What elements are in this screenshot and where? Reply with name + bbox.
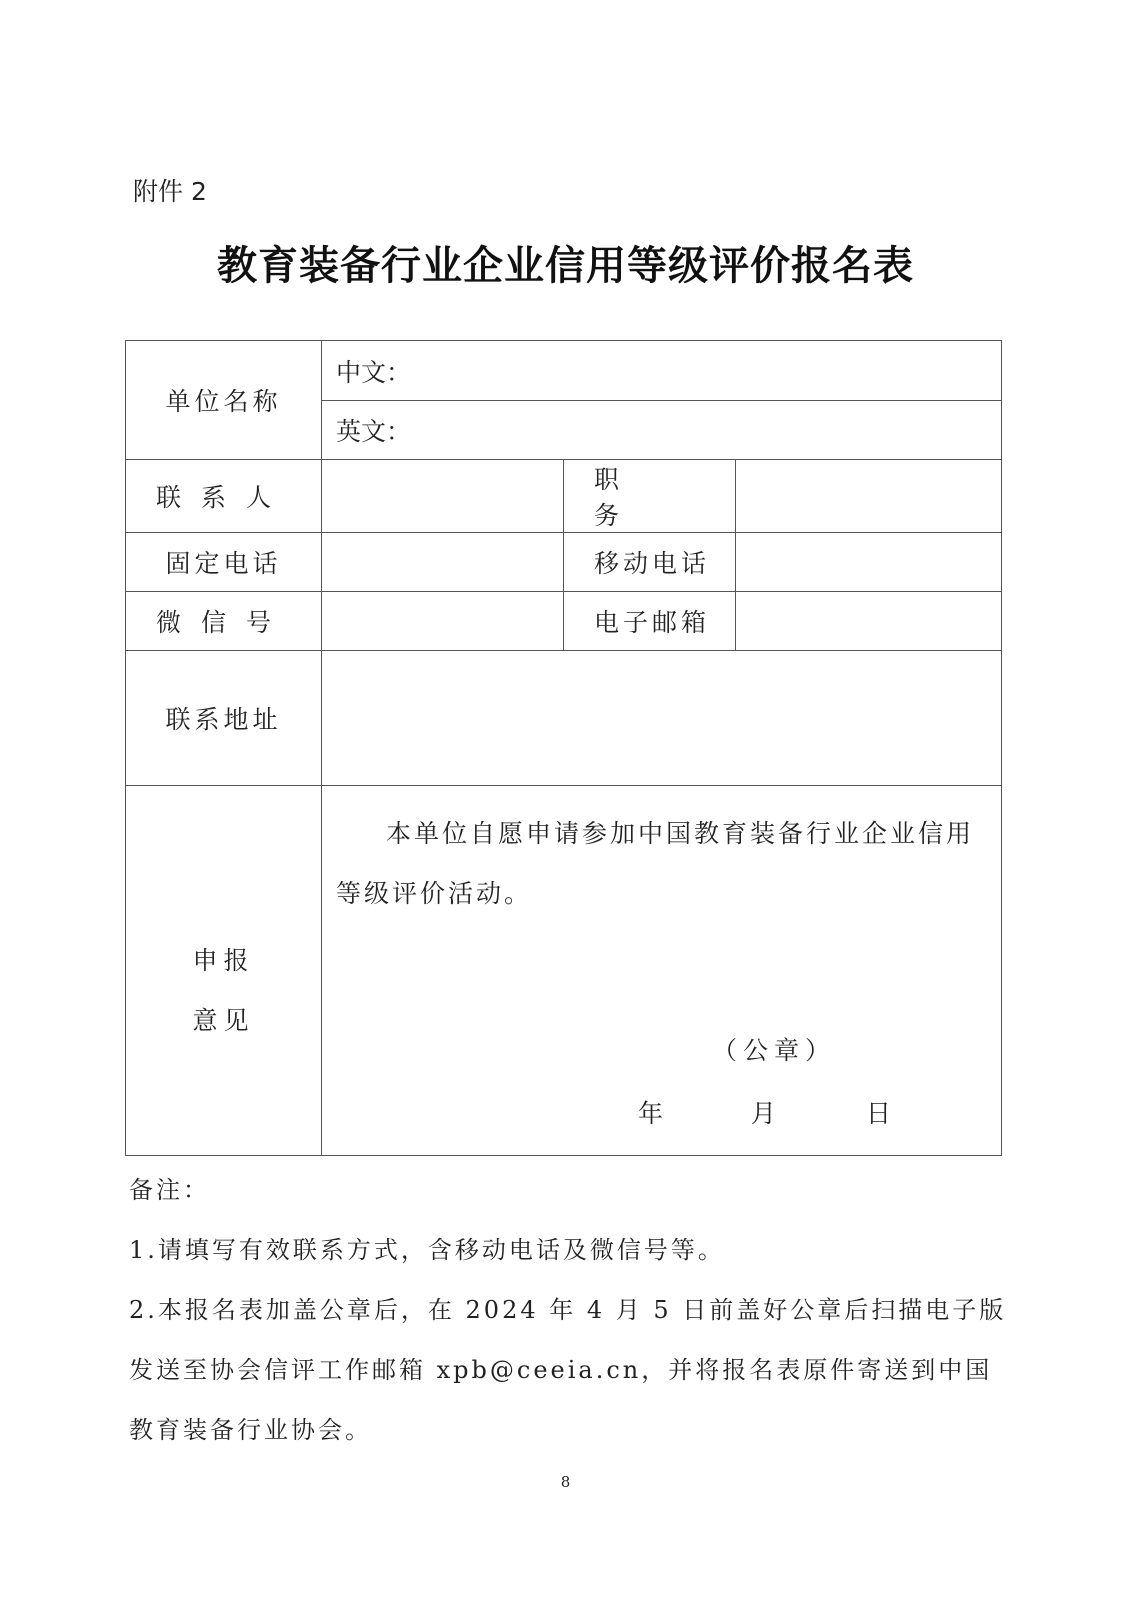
month-label: 月 — [750, 1099, 776, 1128]
wechat-label: 微信号 — [126, 592, 322, 651]
unit-name-label: 单位名称 — [126, 341, 322, 460]
note-item-1: 1.请填写有效联系方式，含移动电话及微信号等。 — [129, 1236, 725, 1264]
chinese-name-label: 中文： — [336, 357, 412, 387]
official-seal-label: （公章） — [712, 1036, 837, 1065]
address-field[interactable] — [322, 651, 1002, 786]
wechat-field[interactable] — [322, 592, 564, 651]
chinese-name-field[interactable] — [322, 341, 1002, 401]
form-title: 教育装备行业企业信用等级评价报名表 — [217, 243, 914, 289]
attachment-label: 附件 2 — [133, 177, 207, 206]
date-line — [638, 1084, 891, 1144]
notes-section — [129, 1160, 1009, 1460]
application-opinion-label — [126, 786, 322, 1156]
english-name-field[interactable] — [322, 401, 1002, 460]
landline-field[interactable] — [322, 533, 564, 592]
email-label: 电子邮箱 — [564, 592, 736, 651]
landline-label: 固定电话 — [126, 533, 322, 592]
page-number: 8 — [560, 1473, 571, 1491]
mobile-field[interactable] — [736, 533, 1002, 592]
registration-form-table — [125, 340, 1002, 1156]
position-label: 职务 — [564, 460, 736, 533]
year-label: 年 — [638, 1099, 664, 1128]
application-opinion-field — [322, 786, 1002, 1156]
english-name-label: 英文： — [336, 417, 412, 446]
apply-label-line-1: 申报 — [192, 945, 255, 975]
contact-person-field[interactable] — [322, 460, 564, 533]
address-label: 联系地址 — [126, 651, 322, 786]
contact-person-label: 联系人 — [126, 460, 322, 533]
email-field[interactable] — [736, 592, 1002, 651]
declaration-text: 本单位自愿申请参加中国教育装备行业企业信用等级评价活动。 — [336, 819, 975, 908]
apply-label-line-2: 意见 — [192, 1005, 255, 1035]
day-label: 日 — [865, 1099, 891, 1128]
mobile-label: 移动电话 — [564, 533, 736, 592]
note-item-2: 2.本报名表加盖公章后，在 2024 年 4 月 5 日前盖好公章后扫描电子版发送至协会信评工作邮箱 xpb@ceeia.cn，并将报名表原件寄送到中国教育装备行业协会。 — [129, 1296, 1007, 1444]
position-field[interactable] — [736, 460, 1002, 533]
notes-heading: 备注： — [129, 1176, 210, 1204]
